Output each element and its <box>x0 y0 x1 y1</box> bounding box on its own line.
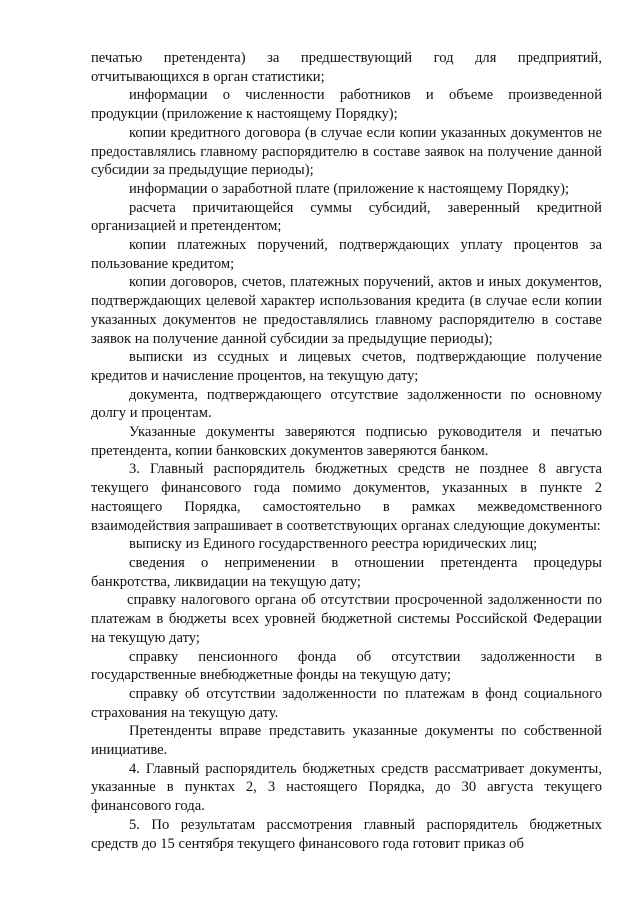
paragraph-16: Претенденты вправе представить указанные документы по собственной инициативе. <box>91 723 602 759</box>
paragraph-11: выписку из Единого государственного реестра юридических лиц; <box>129 536 538 553</box>
paragraph-9: Указанные документы заверяются подписью руководителя и печатью претендента, копии банковских документов заверяются банком. <box>91 424 602 459</box>
paragraph-3: информации о заработной плате (приложение к настоящему Порядку); <box>129 180 570 197</box>
paragraph-4: расчета причитающейся суммы субсидий, заверенный кредитной организацией и претендентом; <box>91 199 602 235</box>
paragraph-6: копии договоров, счетов, платежных поручений, актов и иных документов, подтверждающих целевой характер использования кредита (в случае если копии указанных документов не предоставлялись главному распорядителю в составе заявок на получение данной субсидии за предыдущие периоды); <box>91 274 602 347</box>
paragraph-0: печатью претендента) за предшествующий год для предприятий, отчитывающихся в орган статистики; <box>91 50 602 85</box>
paragraph-2: копии кредитного договора (в случае если копии указанных документов не предоставлялись главному распорядителю в составе заявок на получение данной субсидии за предыдущие периоды); <box>91 124 602 179</box>
paragraph-5: копии платежных поручений, подтверждающих уплату процентов за пользование кредитом; <box>91 237 602 272</box>
paragraph-14: справку пенсионного фонда об отсутствии задолженности в государственные внебюджетные фонды на текущую дату; <box>91 648 602 684</box>
paragraph-7: выписки из ссудных и лицевых счетов, подтверждающие получение кредитов и начисление процентов, на текущую дату; <box>91 349 602 384</box>
paragraph-17: 4. Главный распорядитель бюджетных средств рассматривает документы, указанные в пунктах 2, 3 настоящего Порядка, до 30 августа текущего финансового года. <box>91 760 602 815</box>
paragraph-1: информации о численности работников и объеме произведенной продукции (приложение к настоящему Порядку); <box>91 87 602 123</box>
paragraph-10: 3. Главный распорядитель бюджетных средств не позднее 8 августа текущего финансового года помимо документов, указанных в пункте 2 настоящего Порядка, самостоятельно в рамках межведомственного взаимодействия запрашивает в соответствующих органах следующие документы: <box>91 461 602 534</box>
paragraph-12: сведения о неприменении в отношении претендента процедуры банкротства, ликвидации на текущую дату; <box>91 554 602 590</box>
paragraph-13: справку налогового органа об отсутствии просроченной задолженности по платежам в бюджеты всех уровней бюджетной системы Российской Федерации на текущую дату; <box>91 592 602 646</box>
paragraph-8: документа, подтверждающего отсутствие задолженности по основному долгу и процентам. <box>91 386 602 422</box>
paragraph-18: 5. По результатам рассмотрения главный распорядитель бюджетных средств до 15 сентября текущего финансового года готовит приказ об <box>91 816 602 852</box>
paragraph-15: справку об отсутствии задолженности по платежам в фонд социального страхования на текущую дату. <box>91 685 602 721</box>
